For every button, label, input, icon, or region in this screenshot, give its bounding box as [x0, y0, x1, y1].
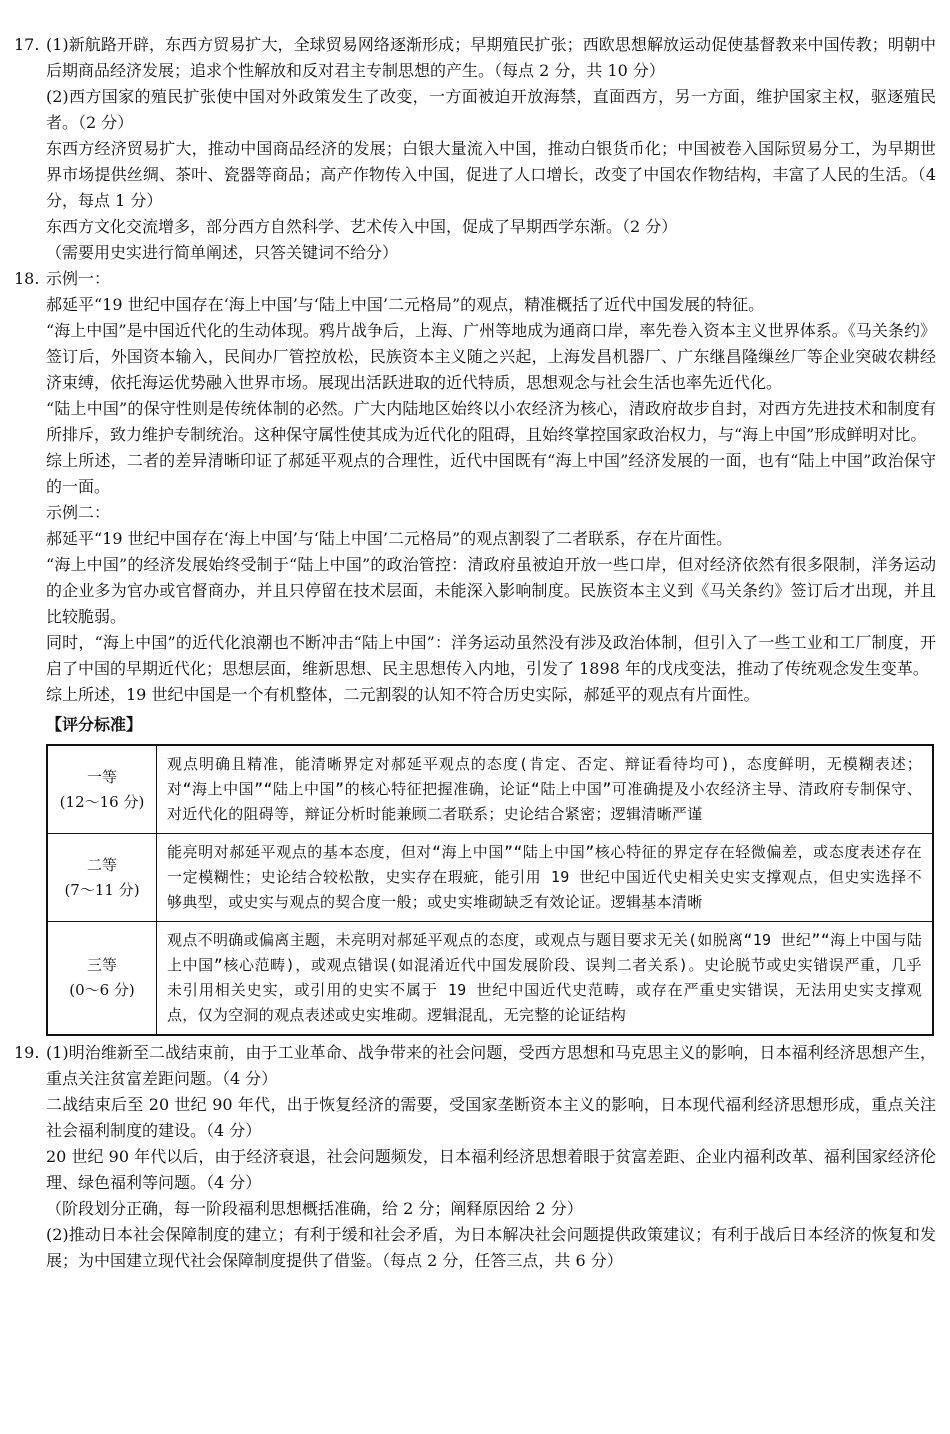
- question-number: 17.: [14, 35, 40, 54]
- answer-paragraph: (1)新航路开辟，东西方贸易扩大，全球贸易网络逐渐形成；早期殖民扩张；西欧思想解放运动促使基督教来中国传教；明朝中后期商品经济发展；追求个性解放和反对君主专制思想的产生。（每点 2 分，共 10 分）: [46, 35, 936, 80]
- answer-paragraph: 20 世纪 90 年代以后，由于经济衰退，社会问题频发，日本福利经济思想着眼于贫富差距、企业内福利改革、福利国家经济伦理、绿色福利等问题。（4 分）: [46, 1147, 936, 1192]
- scoring-criteria-table: [46, 744, 934, 1036]
- grade-cell: [47, 834, 157, 922]
- question-19: [14, 1040, 936, 1274]
- table-row: [47, 834, 933, 922]
- question-number: 18.: [14, 269, 40, 288]
- grade-description: 观点不明确或偏离主题，未亮明对郝延平观点的态度，或观点与题目要求无关(如脱离“19 世纪”“海上中国与陆上中国”核心范畴)，或观点错误(如混淆近代中国发展阶段、误判二者关系)。史论脱节或史实错误严重，几乎未引用相关史实，或引用的史实不属于 19 世纪中国近代史范畴，或存在严重史实错误，无法用史实支撑观点，仅为空洞的观点表述或史实堆砌。逻辑混乱，无完整的论证结构: [157, 922, 934, 1036]
- table-row: [47, 745, 933, 834]
- question-17: [14, 32, 936, 266]
- answer-paragraph: (1)明治维新至二战结束前，由于工业革命、战争带来的社会问题，受西方思想和马克思主义的影响，日本福利经济思想产生，重点关注贫富差距问题。（4 分）: [46, 1043, 936, 1088]
- example-title: 示例一：: [46, 269, 111, 288]
- grade-label: 二等: [86, 855, 117, 874]
- grade-description: 能亮明对郝延平观点的基本态度，但对“海上中国”“陆上中国”核心特征的界定存在轻微偏差，或态度表述存在一定模糊性；史论结合较松散，史实存在瑕疵，能引用 19 世纪中国近代史相关史实支撑观点，但史实选择不够典型，或史实与观点的契合度一般；或史实堆砌缺乏有效论证。逻辑基本清晰: [157, 834, 934, 922]
- question-17-body: [46, 32, 936, 266]
- answer-paragraph: “陆上中国”的保守性则是传统体制的必然。广大内陆地区始终以小农经济为核心，清政府故步自封，对西方先进技术和制度有所排斥，致力维护专制统治。这种保守属性使其成为近代化的阻碍，且始终掌控国家政治权力，与“海上中国”形成鲜明对比。: [46, 399, 936, 444]
- grade-cell: [47, 745, 157, 834]
- answer-page: [14, 32, 936, 1274]
- question-18-body: [46, 266, 936, 292]
- scoring-note: （需要用史实进行简单阐述，只答关键词不给分）: [46, 243, 399, 262]
- question-19-body: [46, 1040, 936, 1274]
- answer-paragraph: “海上中国”是中国近代化的生动体现。鸦片战争后，上海、广州等地成为通商口岸，率先卷入资本主义世界体系。《马关条约》签订后，外国资本输入，民间办厂管控放松，民族资本主义随之兴起，上海发昌机器厂、广东继昌隆缫丝厂等企业突破农耕经济束缚，依托海运优势融入世界市场。展现出活跃进取的近代特质，思想观念与社会生活也率先近代化。: [46, 321, 936, 392]
- table-row: [47, 922, 933, 1036]
- answer-paragraph: 郝延平“19 世纪中国存在‘海上中国’与‘陆上中国’二元格局”的观点割裂了二者联系，存在片面性。: [46, 529, 733, 548]
- answer-paragraph: 综上所述，二者的差异清晰印证了郝延平观点的合理性，近代中国既有“海上中国”经济发展的一面，也有“陆上中国”政治保守的一面。: [46, 451, 936, 496]
- grade-range: (12～16 分): [59, 792, 145, 811]
- grade-cell: [47, 922, 157, 1036]
- scoring-note: （阶段划分正确，每一阶段福利思想概括准确，给 2 分；阐释原因给 2 分）: [46, 1199, 583, 1218]
- question-18: [14, 266, 936, 292]
- grade-label: 一等: [86, 767, 117, 786]
- question-number: 19.: [14, 1043, 40, 1062]
- grade-label: 三等: [86, 956, 117, 974]
- scoring-standard-title: 【评分标准】: [46, 715, 143, 734]
- answer-paragraph: “海上中国”的经济发展始终受制于“陆上中国”的政治管控：清政府虽被迫开放一些口岸，但对经济依然有很多限制，洋务运动的企业多为官办或官督商办，并且只停留在技术层面，未能深入影响制度。民族资本主义到《马关条约》签订后才出现，并且比较脆弱。: [46, 555, 936, 626]
- grade-range: (0～6 分): [69, 981, 135, 999]
- example-1: [14, 292, 936, 708]
- answer-paragraph: 东西方文化交流增多，部分西方自然科学、艺术传入中国，促成了早期西学东渐。（2 分）: [46, 217, 678, 236]
- answer-paragraph: 郝延平“19 世纪中国存在‘海上中国’与‘陆上中国’二元格局”的观点，精准概括了近代中国发展的特征。: [46, 295, 765, 314]
- answer-paragraph: (2)推动日本社会保障制度的建立；有利于缓和社会矛盾，为日本解决社会问题提供政策建议；有利于战后日本经济的恢复和发展；为中国建立现代社会保障制度提供了借鉴。（每点 2 分，任答三点，共 6 分）: [46, 1225, 936, 1270]
- answer-paragraph: 同时，“海上中国”的近代化浪潮也不断冲击“陆上中国”：洋务运动虽然没有涉及政治体制，但引入了一些工业和工厂制度，开启了中国的早期近代化；思想层面，维新思想、民主思想传入内地，引发了 1898 年的戊戌变法，推动了传统观念发生变革。: [46, 633, 936, 678]
- answer-paragraph: 二战结束后至 20 世纪 90 年代，出于恢复经济的需要，受国家垄断资本主义的影响，日本现代福利经济思想形成，重点关注社会福利制度的建设。（4 分）: [46, 1095, 936, 1140]
- answer-paragraph: 综上所述，19 世纪中国是一个有机整体，二元割裂的认知不符合历史实际，郝延平的观点有片面性。: [46, 685, 760, 704]
- example-title: 示例二：: [46, 503, 111, 522]
- grade-range: (7～11 分): [64, 880, 140, 899]
- answer-paragraph: 东西方经济贸易扩大，推动中国商品经济的发展；白银大量流入中国，推动白银货币化；中国被卷入国际贸易分工，为早期世界市场提供丝绸、茶叶、瓷器等商品；高产作物传入中国，促进了人口增长，改变了中国农作物结构，丰富了人民的生活。（4 分，每点 1 分）: [46, 139, 936, 210]
- answer-paragraph: (2)西方国家的殖民扩张使中国对外政策发生了改变，一方面被迫开放海禁，直面西方，另一方面，维护国家主权，驱逐殖民者。（2 分）: [46, 87, 936, 132]
- grade-description: 观点明确且精准，能清晰界定对郝延平观点的态度(肯定、否定、辩证看待均可)，态度鲜明，无模糊表述；对“海上中国”“陆上中国”的核心特征把握准确，论证“陆上中国”可准确提及小农经济主导、清政府专制保守、对近代化的阻碍等，辩证分析时能兼顾二者联系；史论结合紧密；逻辑清晰严谨: [157, 745, 934, 834]
